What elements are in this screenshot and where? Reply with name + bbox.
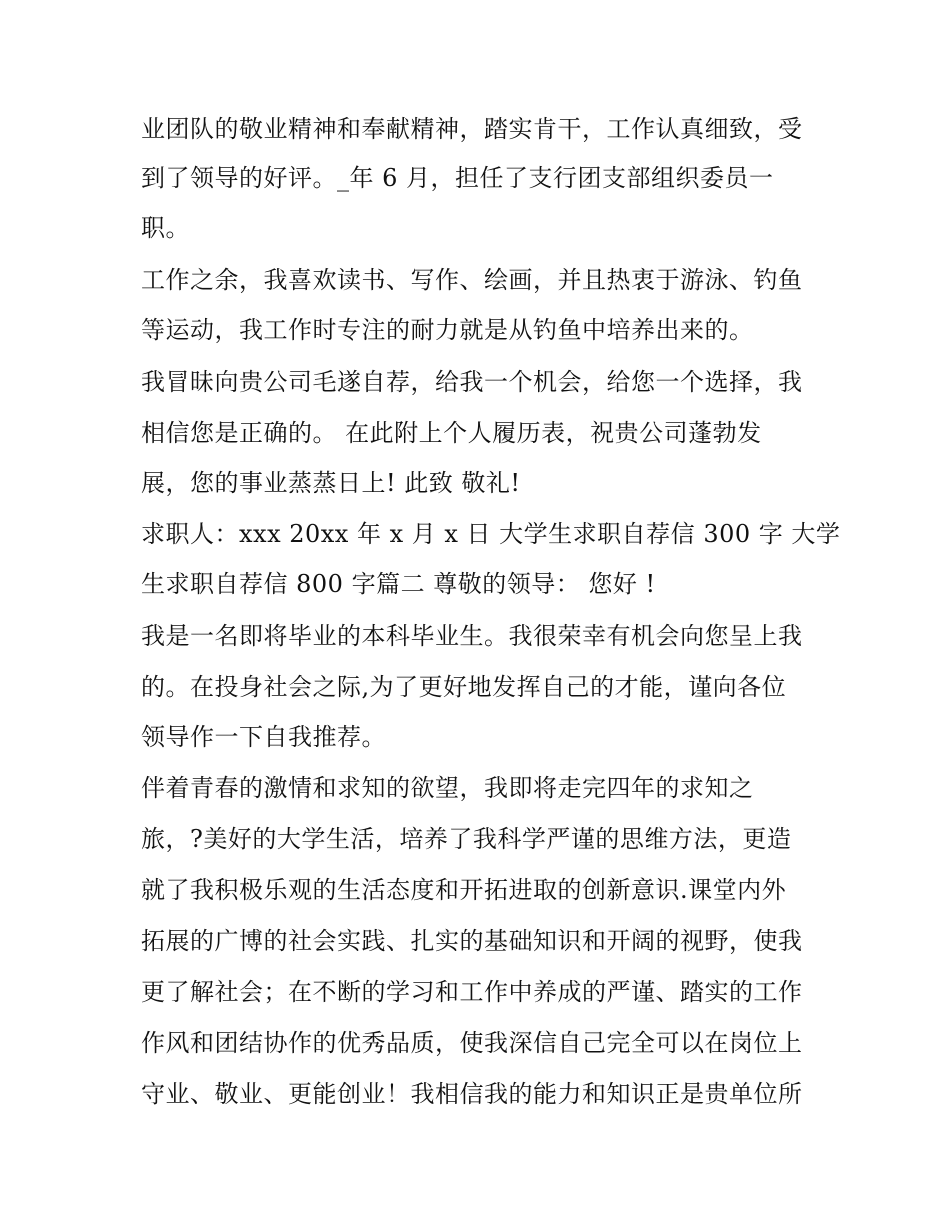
text-line: 旅，?美好的大学生活，培养了我科学严谨的思维方法，更造 — [141, 825, 792, 853]
text-line: 作风和团结协作的优秀品质，使我深信自己完全可以在岗位上 — [141, 1029, 803, 1057]
text-line: 守业、敬业、更能创业！我相信我的能力和知识正是贵单位所 — [141, 1080, 803, 1108]
text-line: 求职人：xxx 20xx 年 x 月 x 日 大学生求职自荐信 300 字 大学 — [141, 520, 841, 548]
text-line: 职。 — [141, 214, 190, 242]
text-line: 等运动，我工作时专注的耐力就是从钓鱼中培养出来的。 — [141, 316, 754, 344]
text-line: 生求职自荐信 800 字篇二 尊敬的领导： 您好 ! — [141, 570, 656, 598]
text-line: 拓展的广博的社会实践、扎实的基础知识和开阔的视野，使我 — [141, 927, 803, 955]
text-line: 就了我积极乐观的生活态度和开拓进取的创新意识.课堂内外 — [141, 876, 787, 904]
text-line: 相信您是正确的。 在此附上个人履历表，祝贵公司蓬勃发 — [141, 419, 762, 447]
text-line: 到了领导的好评。_年 6 月，担任了支行团支部组织委员一 — [141, 164, 774, 192]
text-line: 伴着青春的激情和求知的欲望，我即将走完四年的求知之 — [141, 774, 754, 802]
text-line: 我是一名即将毕业的本科毕业生。我很荣幸有机会向您呈上我 — [141, 622, 803, 650]
text-line: 我冒昧向贵公司毛遂自荐，给我一个机会，给您一个选择，我 — [141, 368, 803, 396]
text-line: 的。在投身社会之际,为了更好地发挥自己的才能，谨向各位 — [141, 673, 787, 701]
text-line: 领导作一下自我推荐。 — [141, 723, 386, 751]
text-line: 更了解社会；在不断的学习和工作中养成的严谨、踏实的工作 — [141, 978, 803, 1006]
text-line: 展，您的事业蒸蒸日上! 此致 敬礼! — [141, 469, 521, 497]
text-line: 工作之余，我喜欢读书、写作、绘画，并且热衷于游泳、钓鱼 — [141, 266, 803, 294]
text-line: 业团队的敬业精神和奉献精神，踏实肯干，工作认真细致，受 — [141, 115, 803, 143]
